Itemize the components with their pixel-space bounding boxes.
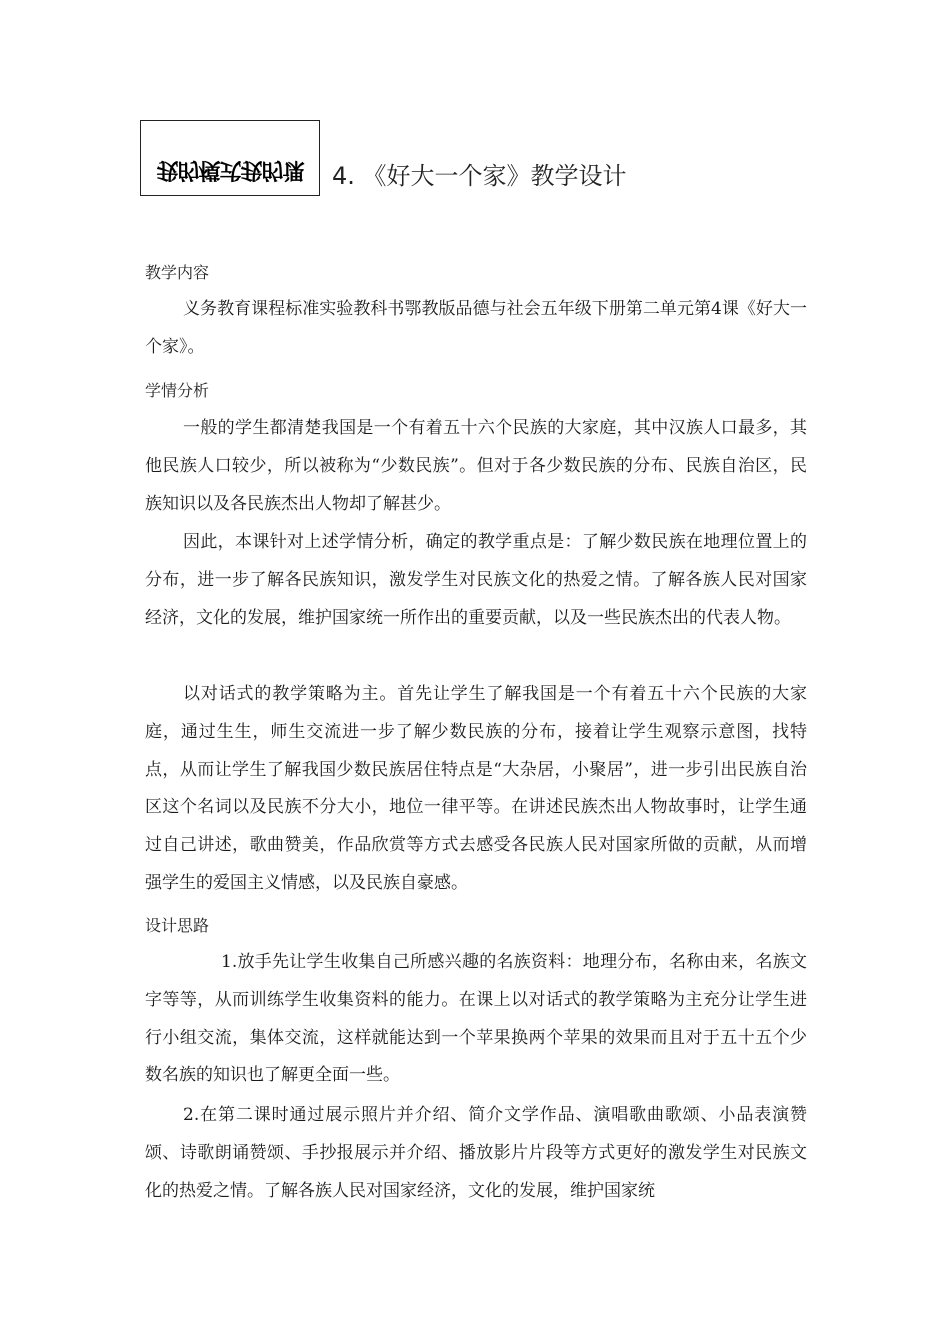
stamp-text: 我的模式我的课 (156, 157, 304, 182)
section-heading-analysis: 学情分析 (145, 381, 210, 400)
section-heading-design: 设计思路 (145, 916, 210, 935)
stamp-box (140, 120, 320, 196)
page-title: 4. 《好大一个家》教学设计 (332, 162, 627, 190)
paragraph-design-1: 1.放手先让学生收集自己所感兴趣的名族资料：地理分布，名称由来，名族文字等等，从而训练学生收集资料的能力。在课上以对话式的教学策略为主充分让学生进行小组交流，集体交流，这样就能达到一个苹果换两个苹果的效果而且对于五十五个少数名族的知识也了解更全面一些。 (145, 952, 807, 1086)
paragraph-analysis-2: 因此，本课针对上述学情分析，确定的教学重点是：了解少数民族在地理位置上的分布，进一步了解各民族知识，激发学生对民族文化的热爱之情。了解各族人民对国家经济，文化的发展，维护国家统一所作出的重要贡献，以及一些民族杰出的代表人物。 (145, 532, 807, 628)
paragraph-design-2: 2.在第二课时通过展示照片并介绍、简介文学作品、演唱歌曲歌颂、小品表演赞颂、诗歌朗诵赞颂、手抄报展示并介绍、播放影片片段等方式更好的激发学生对民族文化的热爱之情。了解各族人民对国家经济，文化的发展，维护国家统 (145, 1105, 807, 1201)
paragraph-content: 义务教育课程标准实验教科书鄂教版品德与社会五年级下册第二单元第4课《好大一个家》。 (145, 299, 807, 357)
paragraph-analysis-3: 以对话式的教学策略为主。首先让学生了解我国是一个有着五十六个民族的大家庭，通过生生，师生交流进一步了解少数民族的分布，接着让学生观察示意图，找特点，从而让学生了解我国少数民族居住特点是“大杂居，小聚居”，进一步引出民族自治区这个名词以及民族不分大小，地位一律平等。在讲述民族杰出人物故事时，让学生通过自己讲述，歌曲赞美，作品欣赏等方式去感受各民族人民对国家所做的贡献，从而增强学生的爱国主义情感，以及民族自豪感。 (145, 684, 807, 893)
paragraph-analysis-1: 一般的学生都清楚我国是一个有着五十六个民族的大家庭，其中汉族人口最多，其他民族人口较少，所以被称为“少数民族”。但对于各少数民族的分布、民族自治区，民族知识以及各民族杰出人物却了解甚少。 (145, 418, 807, 514)
section-heading-content: 教学内容 (145, 263, 210, 282)
